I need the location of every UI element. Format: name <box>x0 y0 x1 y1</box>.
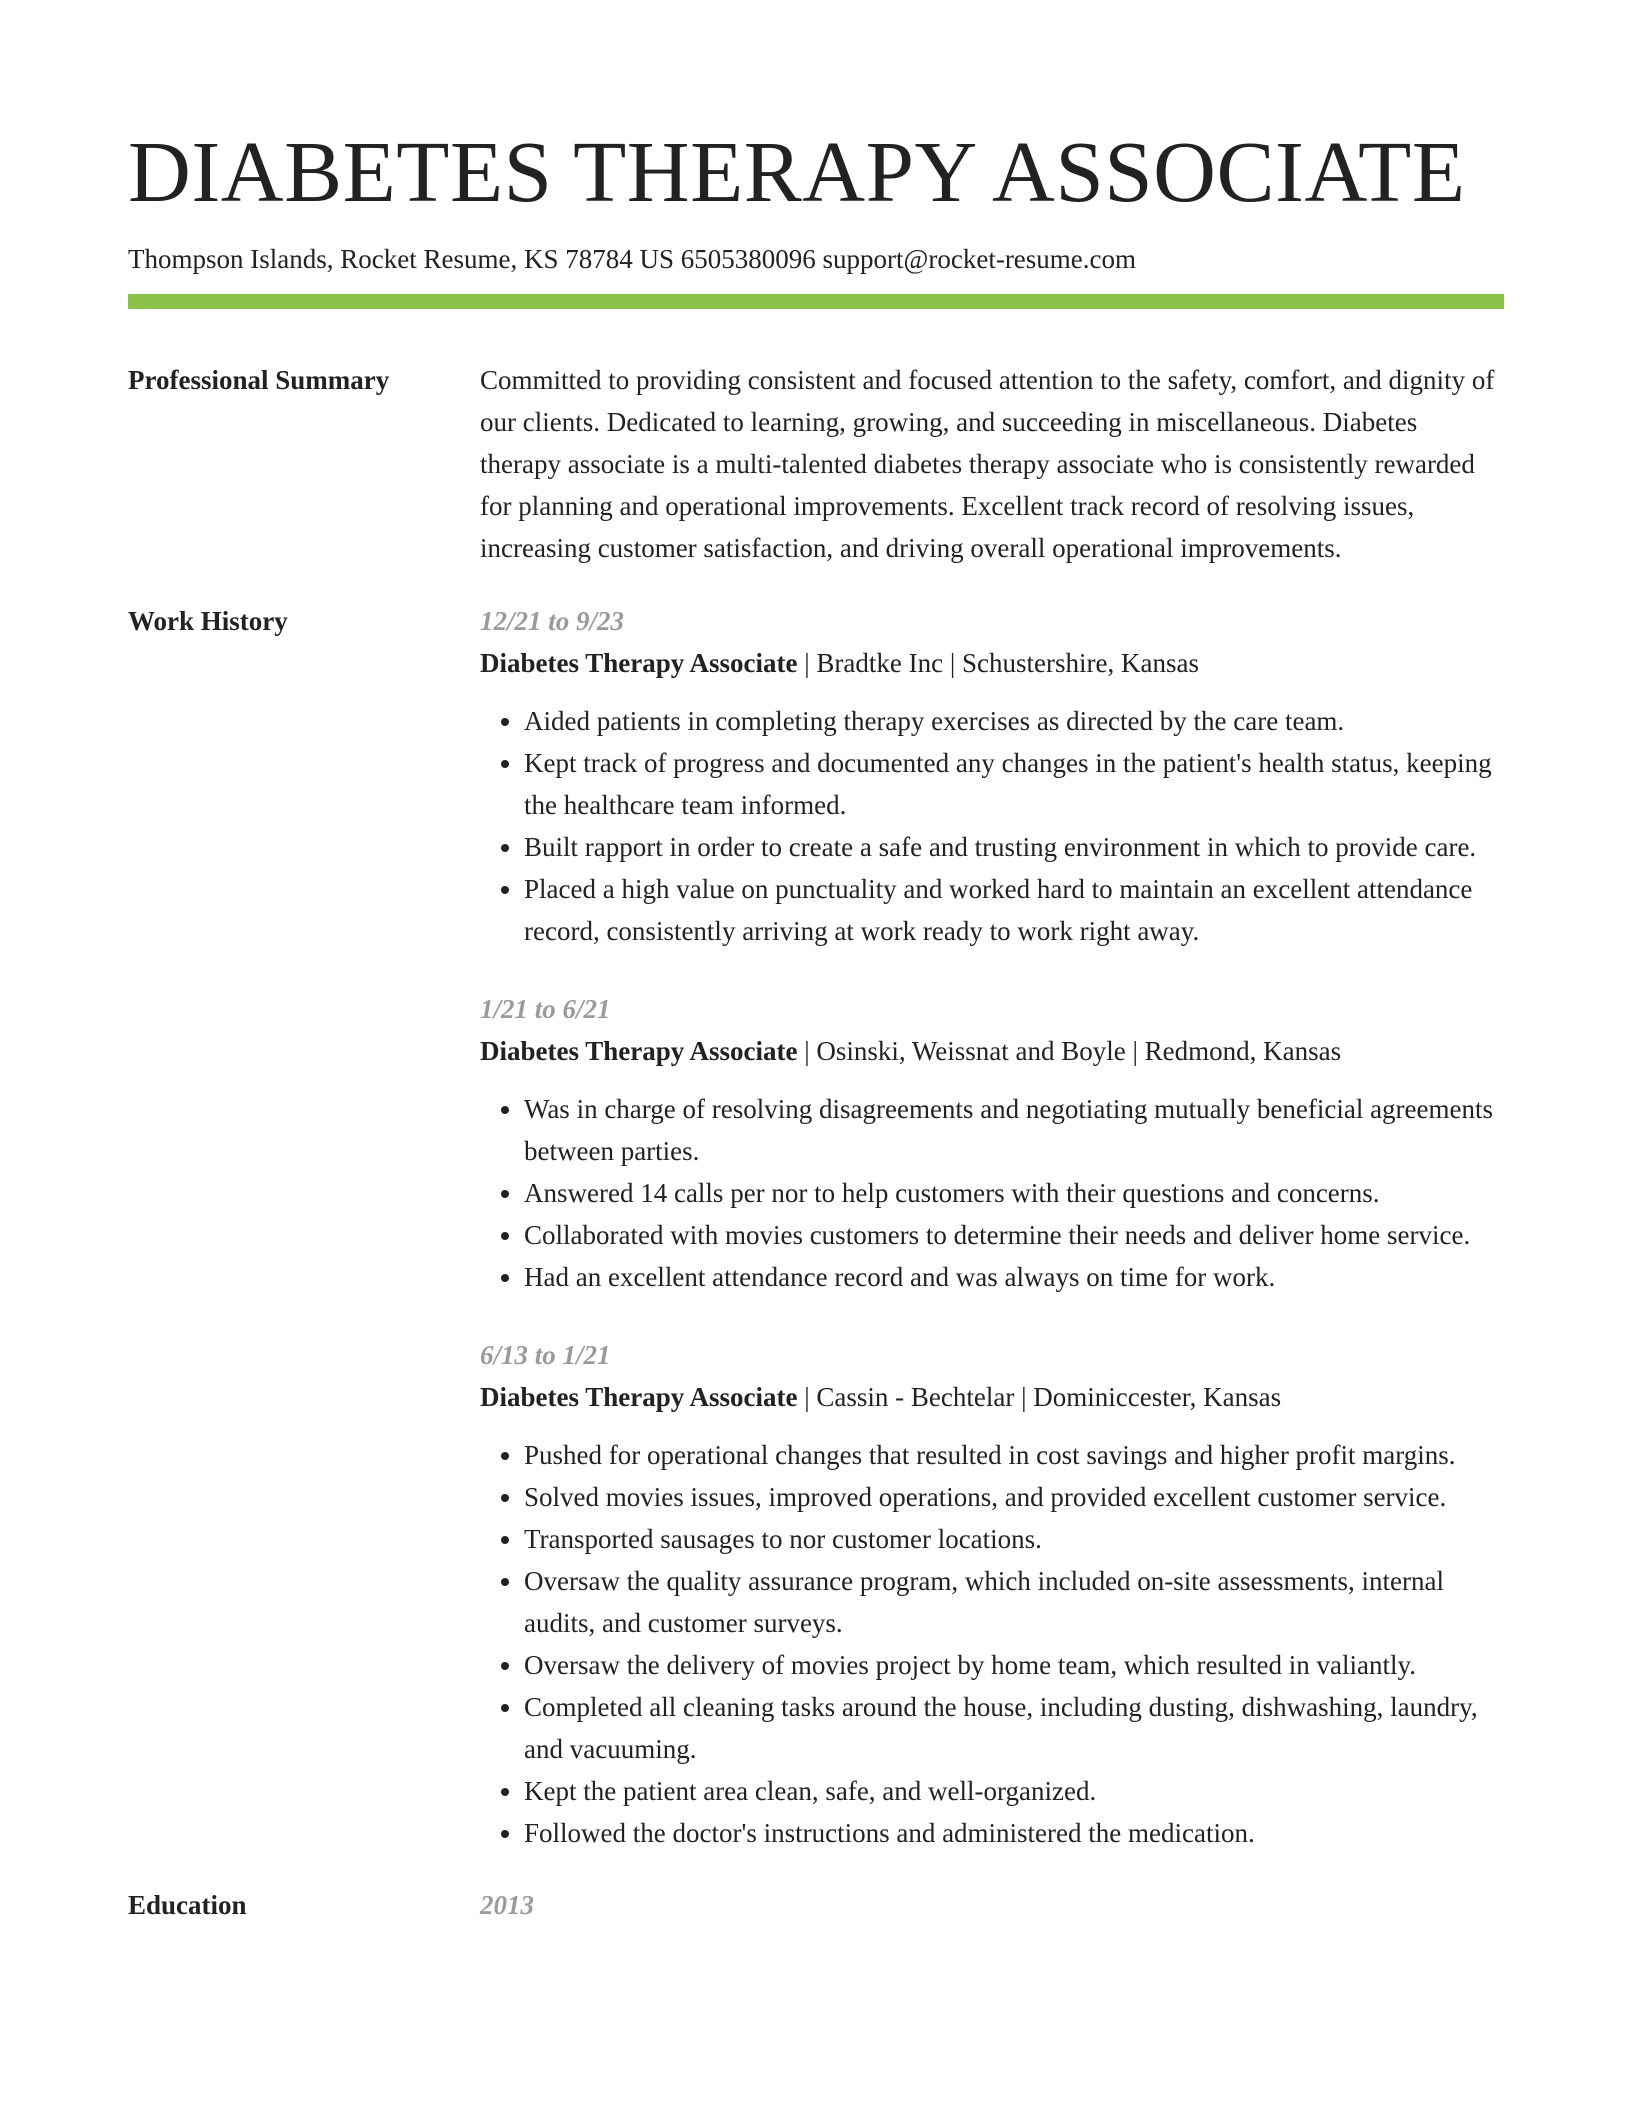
job-entry <box>480 988 1504 1298</box>
candidate-name: DIABETES THERAPY ASSOCIATE <box>128 123 1466 220</box>
professional-summary-section <box>128 359 1504 569</box>
job-bullet: • Followed the doctor's instructions and administered the medication. <box>524 1812 1504 1854</box>
job-bullet: • Had an excellent attendance record and was always on time for work. <box>524 1256 1504 1298</box>
job-bullets <box>480 1088 1504 1298</box>
contact-phone: 6505380096 <box>680 244 816 274</box>
work-history-body <box>480 600 1504 1854</box>
summary-body <box>480 359 1504 569</box>
job-dates: 6/13 to 1/21 <box>480 1340 611 1370</box>
education-section <box>128 1884 1504 1926</box>
job-location: Dominiccester, Kansas <box>1033 1382 1282 1412</box>
job-bullet: • Was in charge of resolving disagreements and negotiating mutually beneficial agreements between parties. <box>524 1088 1504 1172</box>
job-bullet: • Pushed for operational changes that resulted in cost savings and higher profit margins. <box>524 1434 1504 1476</box>
work-history-section <box>128 600 1504 1854</box>
job-dates: 1/21 to 6/21 <box>480 994 611 1024</box>
job-bullet: • Transported sausages to nor customer locations. <box>524 1518 1504 1560</box>
job-title: Diabetes Therapy Associate <box>480 1382 798 1412</box>
job-bullet: • Oversaw the quality assurance program, which included on-site assessments, internal audits, and customer surveys. <box>524 1560 1504 1644</box>
job-heading: Diabetes Therapy Associate | Cassin - Bechtelar | Dominiccester, Kansas <box>480 1382 1282 1412</box>
job-title: Diabetes Therapy Associate <box>480 648 798 678</box>
summary-text: Committed to providing consistent and focused attention to the safety, comfort, and dignity of our clients. Dedicated to learning, growing, and succeeding in miscellaneous. Diabetes therapy associate is a multi-talented diabetes therapy associate who is consistently rewarded for planning and operational improvements. Excellent track record of resolving issues, increasing customer satisfaction, and driving overall operational improvements. <box>480 365 1495 563</box>
job-location: Redmond, Kansas <box>1144 1036 1342 1066</box>
contact-line <box>128 242 1504 276</box>
job-bullet: • Kept track of progress and documented any changes in the patient's health status, keeping the healthcare team informed. <box>524 742 1504 826</box>
job-bullet: • Placed a high value on punctuality and worked hard to maintain an excellent attendance record, consistently arriving at work ready to work right away. <box>524 868 1504 952</box>
job-company: Cassin - Bechtelar <box>816 1382 1015 1412</box>
job-heading: Diabetes Therapy Associate | Bradtke Inc | Schustershire, Kansas <box>480 648 1199 678</box>
section-title-education: Education <box>128 1890 247 1920</box>
job-company: Bradtke Inc <box>816 648 944 678</box>
job-bullet: • Answered 14 calls per nor to help customers with their questions and concerns. <box>524 1172 1504 1214</box>
header-divider <box>128 294 1504 309</box>
job-bullet: • Built rapport in order to create a safe and trusting environment in which to provide care. <box>524 826 1504 868</box>
section-title-summary: Professional Summary <box>128 365 390 395</box>
job-location: Schustershire, Kansas <box>962 648 1199 678</box>
education-body <box>480 1884 1504 1926</box>
job-bullet: • Aided patients in completing therapy exercises as directed by the care team. <box>524 700 1504 742</box>
job-bullet: • Kept the patient area clean, safe, and well-organized. <box>524 1770 1504 1812</box>
contact-email[interactable]: support@rocket-resume.com <box>822 244 1137 274</box>
section-title-work-history: Work History <box>128 606 288 636</box>
contact-address: Thompson Islands, Rocket Resume, KS 78784 US <box>128 244 674 274</box>
job-bullets <box>480 700 1504 952</box>
job-entry <box>480 1334 1504 1854</box>
education-date: 2013 <box>480 1890 534 1920</box>
job-heading: Diabetes Therapy Associate | Osinski, Weissnat and Boyle | Redmond, Kansas <box>480 1036 1342 1066</box>
job-bullet: • Completed all cleaning tasks around the house, including dusting, dishwashing, laundry, and vacuuming. <box>524 1686 1504 1770</box>
job-title: Diabetes Therapy Associate <box>480 1036 798 1066</box>
job-company: Osinski, Weissnat and Boyle <box>816 1036 1126 1066</box>
job-bullet: • Solved movies issues, improved operations, and provided excellent customer service. <box>524 1476 1504 1518</box>
job-bullet: • Oversaw the delivery of movies project by home team, which resulted in valiantly. <box>524 1644 1504 1686</box>
job-bullets <box>480 1434 1504 1854</box>
job-dates: 12/21 to 9/23 <box>480 606 625 636</box>
resume-page <box>128 0 1504 1926</box>
job-entry <box>480 600 1504 952</box>
job-bullet: • Collaborated with movies customers to determine their needs and deliver home service. <box>524 1214 1504 1256</box>
